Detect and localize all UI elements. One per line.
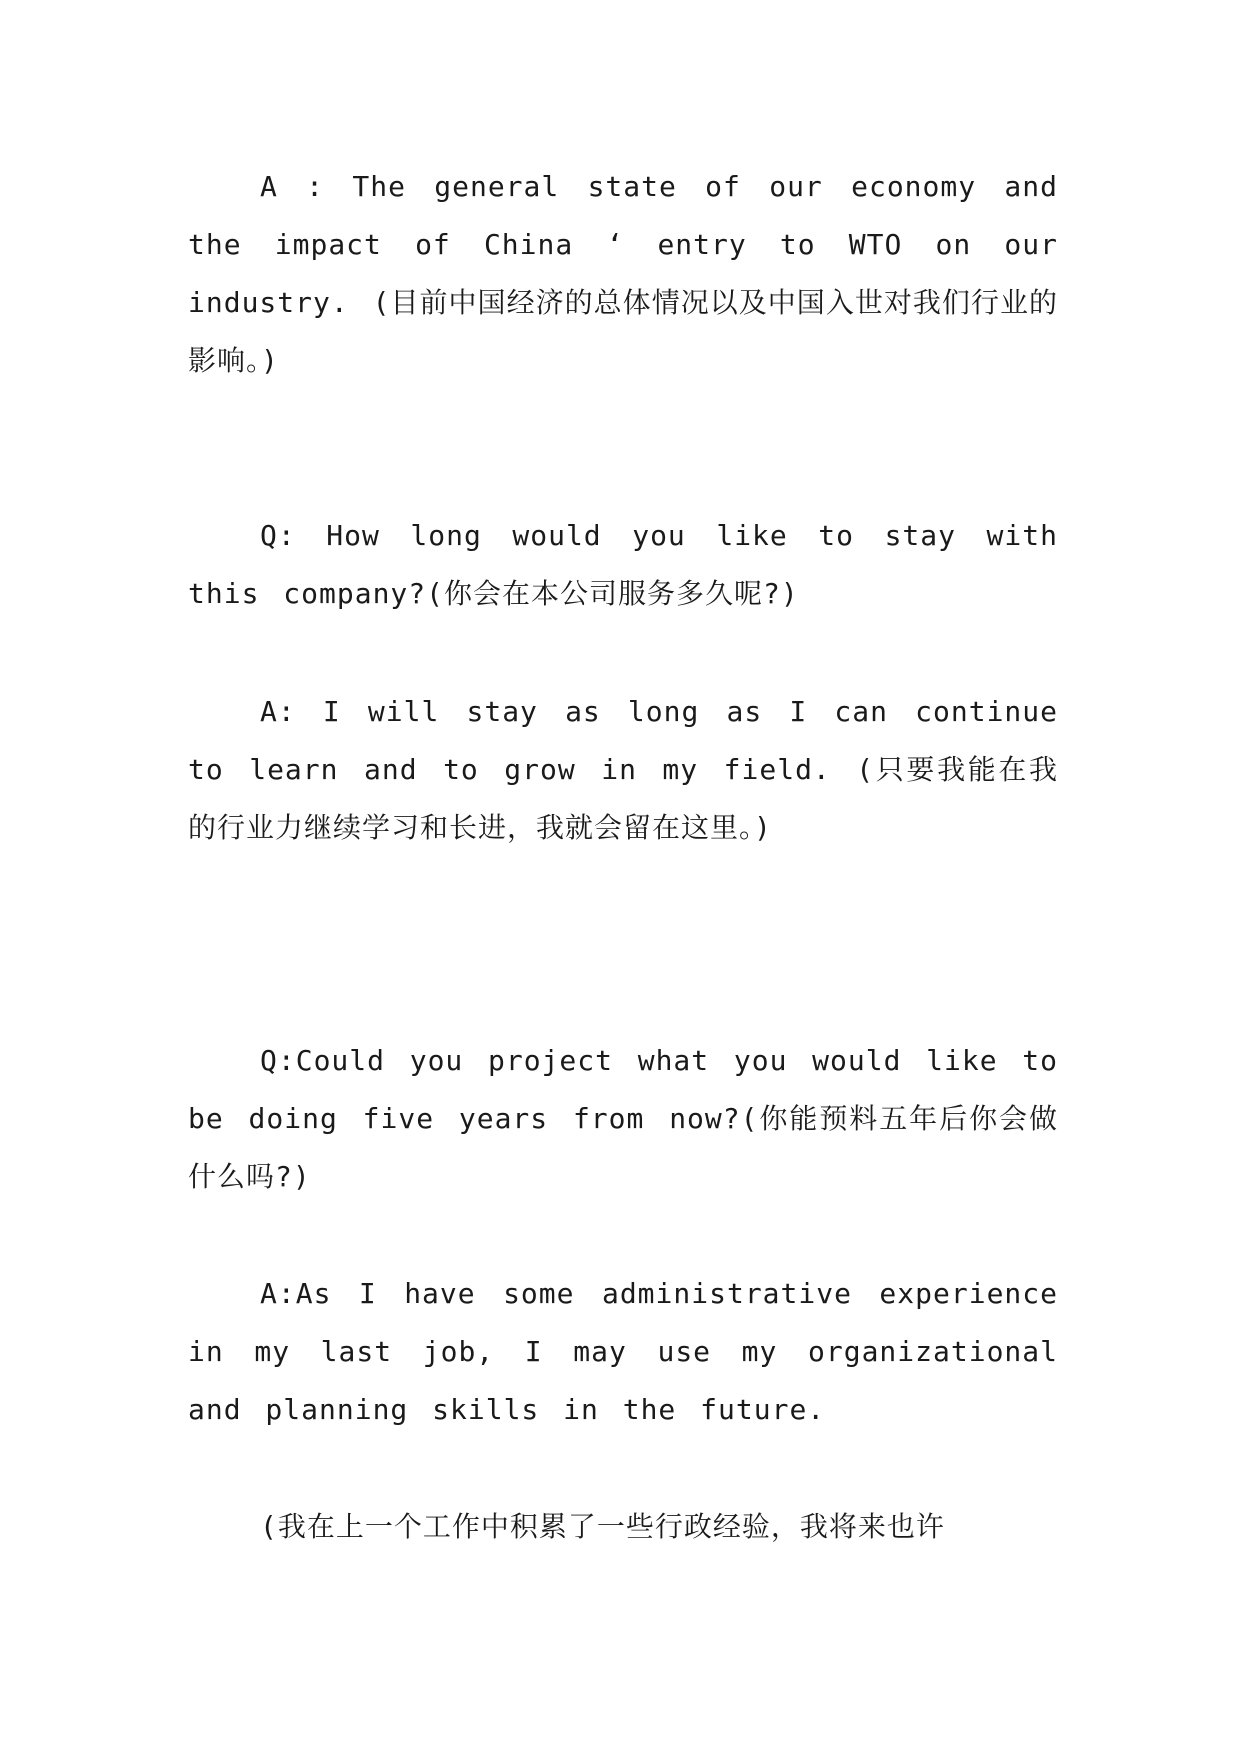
answer-paragraph: A : The general state of our economy and the impact of China ‘ entry to WTO on our industry. (目前中国经济的总体情况以及中国入世对我们行业的影响。) — [188, 170, 1058, 377]
translation-paragraph: (我在上一个工作中积累了一些行政经验，我将来也许 — [260, 1510, 945, 1543]
question-paragraph: Q: How long would you like to stay with this company?(你会在本公司服务多久呢?) — [188, 519, 1058, 610]
question-paragraph: Q:Could you project what you would like to be doing five years from now?(你能预料五年后你会做什么吗?) — [188, 1044, 1058, 1193]
answer-paragraph: A:As I have some administrative experience in my last job, I may use my organizational and planning skills in the future. — [188, 1277, 1058, 1426]
answer-paragraph: A: I will stay as long as I can continue to learn and to grow in my field. (只要我能在我的行业力继续学习和长进，我就会留在这里。) — [188, 695, 1058, 844]
